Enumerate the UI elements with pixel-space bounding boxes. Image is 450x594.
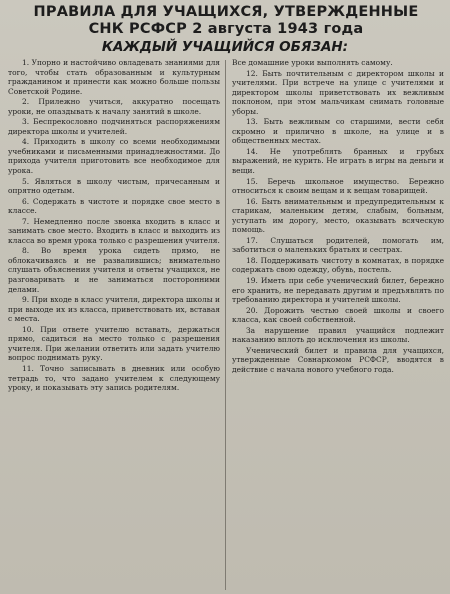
rule-16: 16. Быть внимательным и предупредительным к старикам, маленьким детям, слабым, больным, уступать им дорогу, место, оказывать всяческую помощь. — [232, 196, 444, 235]
column-divider — [225, 60, 226, 590]
penalty-note: За нарушение правил учащийся подлежит наказанию вплоть до исключения из школы. — [232, 325, 444, 345]
right-column — [232, 58, 444, 592]
headline-line-2: СНК РСФСР 2 августа 1943 года — [88, 21, 364, 37]
rule-3: 3. Беспрекословно подчиняться распоряжениям директора школы и учителей. — [8, 117, 220, 136]
rule-4: 4. Приходить в школу со всеми необходимыми учебниками и письменными принадлежностями. До прихода учителя приготовить все необходимое для урока. — [8, 137, 220, 176]
rule-20: 20. Дорожить честью своей школы и своего класса, как своей собственной. — [232, 305, 444, 325]
rule-11-continued: Все домашние уроки выполнять самому. — [232, 58, 393, 67]
rule-8: 8. Во время урока сидеть прямо, не облокачиваясь и не развалившись; внимательно слушать объяснения учителя и ответы учащихся, не разговаривать и не заниматься посторонними делами. — [8, 246, 220, 294]
rule-10: 10. При ответе учителю вставать, держаться прямо, садиться на место только с разрешения учителя. При желании ответить или задать учителю вопрос поднимать руку. — [8, 324, 220, 363]
effective-note: Ученический билет и правила для учащихся, утвержденные Совнаркомом РСФСР, вводятся в действие с начала нового учебного года. — [232, 345, 444, 374]
rule-9: 9. При входе в класс учителя, директора школы и при выходе их из класса, приветствовать их, вставая с места. — [8, 295, 220, 324]
left-column — [8, 58, 220, 592]
rule-1: 1. Упорно и настойчиво овладевать знаниями для того, чтобы стать образованным и культурным гражданином и принести как можно больше пользы Советской Родине. — [8, 58, 220, 96]
rule-12: 12. Быть почтительным с директором школы и учителями. При встрече на улице с учителями и директором школы приветствовать их вежливым поклоном, при этом мальчикам снимать головные уборы. — [232, 68, 444, 116]
subheadline: КАЖДЫЙ УЧАЩИЙСЯ ОБЯЗАН: — [101, 39, 349, 55]
rule-14: 14. Не употреблять бранных и грубых выражений, не курить. Не играть в игры на деньги и вещи. — [232, 146, 444, 176]
rule-19: 19. Иметь при себе ученический билет, бережно его хранить, не передавать другим и предъявлять по требованию директора и учителей школы. — [232, 276, 444, 305]
rule-15: 15. Беречь школьное имущество. Бережно относиться к своим вещам и к вещам товарищей. — [232, 176, 444, 196]
headline — [20, 4, 432, 38]
headline-line-1: ПРАВИЛА ДЛЯ УЧАЩИХСЯ, УТВЕРЖДЕННЫЕ — [33, 4, 419, 20]
rule-6: 6. Содержать в чистоте и порядке свое место в классе. — [8, 196, 220, 216]
rule-5: 5. Являться в школу чистым, причесанным и опрятно одетым. — [8, 176, 220, 196]
rule-18: 18. Поддерживать чистоту в комнатах, в порядке содержать свою одежду, обувь, постель. — [232, 255, 444, 275]
rule-13: 13. Быть вежливым со старшими, вести себя скромно и прилично в школе, на улице и в общественных местах. — [232, 117, 444, 146]
rule-17: 17. Слушаться родителей, помогать им, заботиться о маленьких братьях и сестрах. — [232, 235, 444, 255]
rule-2: 2. Прилежно учиться, аккуратно посещать уроки, не опаздывать к началу занятий в школе. — [8, 97, 220, 116]
rule-7: 7. Немедленно после звонка входить в класс и занимать свое место. Входить в класс и выходить из класса во время урока только с разрешения учителя. — [8, 216, 220, 245]
rule-11: 11. Точно записывать в дневник или особую тетрадь то, что задано учителем к следующему уроку, и показывать эту запись родителям. — [8, 363, 220, 393]
